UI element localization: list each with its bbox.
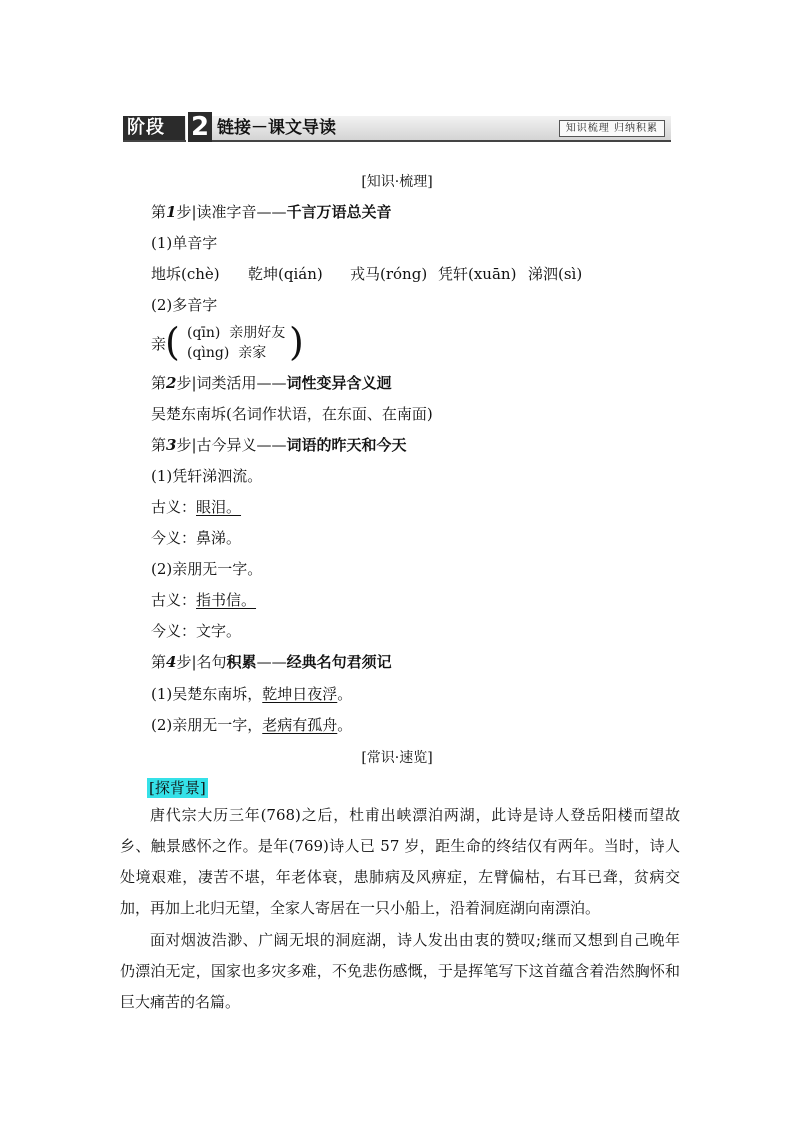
step-sep: | [191, 653, 197, 671]
background-paragraph-2: 面对烟波浩渺、广阔无垠的洞庭湖，诗人发出由衷的赞叹;继而又想到自己晚年仍漂泊无定，国家也多灾多难，不免悲伤感慨，于是挥笔写下这首蕴含着浩然胸怀和巨大痛苦的名篇。 [120, 931, 680, 1011]
step-mid: 步 [176, 653, 192, 671]
step-slogan: 词性变异含义迥 [286, 374, 392, 392]
example-word: 亲朋好友 [229, 325, 286, 341]
old-meaning-1 [151, 497, 241, 517]
left-brace-icon: ( [165, 320, 180, 364]
polyphone-reading [187, 322, 285, 342]
word-item: 地坼(chè) [151, 265, 220, 283]
single-heading: (1)单音字 [151, 234, 218, 252]
word-item: 凭轩(xuān) [438, 265, 517, 283]
section-heading-common: [常识·速览] [361, 750, 433, 766]
famous-line-2 [151, 715, 352, 735]
step-mid: 步 [176, 203, 192, 221]
banner-title: 链接－课文导读 [217, 118, 336, 138]
step-number: 3 [166, 436, 177, 454]
step-number: 4 [166, 653, 177, 671]
step-dash: —— [256, 653, 287, 671]
new-label: 今义： [151, 622, 197, 640]
banner-tag: 知识梳理 归纳积累 [559, 120, 665, 137]
step2-heading [151, 373, 392, 393]
step-slogan: 千言万语总关音 [286, 203, 392, 221]
sentence-1: (1)凭轩涕泗流。 [151, 467, 263, 485]
step-mid: 步 [176, 436, 192, 454]
step-sep: | [191, 436, 197, 454]
line-answer: 老病有孤舟 [262, 716, 338, 734]
famous-line-1 [151, 684, 352, 704]
line-prefix: (2)亲朋无一字， [151, 716, 263, 734]
pinyin: (qīn) [187, 325, 221, 341]
old-label: 古义： [151, 591, 197, 609]
stage-label: 阶段 [123, 116, 185, 140]
step-number: 2 [166, 374, 177, 392]
right-brace-icon: ) [289, 320, 304, 364]
step-prefix: 第 [151, 203, 167, 221]
step-dash: —— [256, 374, 287, 392]
step-prefix: 第 [151, 653, 167, 671]
step1-heading [151, 202, 392, 222]
step-mid: 步 [176, 374, 192, 392]
old-answer: 眼泪。 [196, 498, 242, 516]
new-answer: 鼻涕。 [196, 529, 242, 547]
section-banner [123, 112, 671, 142]
old-label: 古义： [151, 498, 197, 516]
background-paragraph-1: 唐代宗大历三年(768)之后，杜甫出峡漂泊两湖，此诗是诗人登岳阳楼而望故乡、触景感怀之作。是年(769)诗人已 57 岁，距生命的终结仅有两年。当时，诗人处境艰难，凄苦不堪，年老体衰，患肺病及风痹症，左臂偏枯，右耳已聋，贫病交加，再加上北归无望，全家人寄居在一只小船上，沿着洞庭湖向南漂泊。 [120, 806, 680, 917]
step-number: 1 [166, 203, 177, 221]
sentence-2: (2)亲朋无一字。 [151, 560, 263, 578]
step-dash: —— [256, 436, 287, 454]
step-sep: | [191, 374, 197, 392]
step-name: 词类活用 [196, 374, 257, 392]
step-slogan: 词语的昨天和今天 [286, 436, 407, 454]
step-sep: | [191, 203, 197, 221]
line-end: 。 [337, 716, 353, 734]
polyphone-reading [187, 342, 266, 362]
multi-heading: (2)多音字 [151, 296, 218, 314]
example-word: 亲家 [238, 345, 267, 361]
polyphone-group [151, 322, 351, 366]
step-slogan: 经典名句君须记 [286, 653, 392, 671]
polyphone-char: 亲 [151, 335, 167, 353]
word-item: 戎马(róng) [350, 265, 428, 283]
step-prefix: 第 [151, 436, 167, 454]
step-name: 名句 [196, 653, 227, 671]
step-name: 古今异义 [196, 436, 257, 454]
step2-example: 吴楚东南坼(名词作状语，在东面、在南面) [151, 405, 433, 423]
word-item: 涕泗(sì) [528, 265, 583, 283]
old-answer: 指书信。 [196, 591, 257, 609]
pinyin: (qìng) [187, 345, 230, 361]
new-meaning-2 [151, 621, 241, 641]
section-heading-knowledge: [知识·梳理] [361, 174, 433, 190]
line-end: 。 [337, 685, 353, 703]
step-name-bold: 积累 [226, 653, 257, 671]
new-answer: 文字。 [196, 622, 242, 640]
old-meaning-2 [151, 590, 256, 610]
step-dash: —— [256, 203, 287, 221]
new-label: 今义： [151, 529, 197, 547]
new-meaning-1 [151, 528, 241, 548]
word-item: 乾坤(qián) [248, 265, 323, 283]
step4-heading [151, 652, 392, 672]
step3-heading [151, 435, 407, 455]
stage-number: 2 [186, 112, 212, 142]
step-prefix: 第 [151, 374, 167, 392]
background-tag: [探背景] [149, 779, 206, 797]
line-answer: 乾坤日夜浮 [262, 685, 338, 703]
line-prefix: (1)吴楚东南坼， [151, 685, 263, 703]
step-name: 读准字音 [196, 203, 257, 221]
